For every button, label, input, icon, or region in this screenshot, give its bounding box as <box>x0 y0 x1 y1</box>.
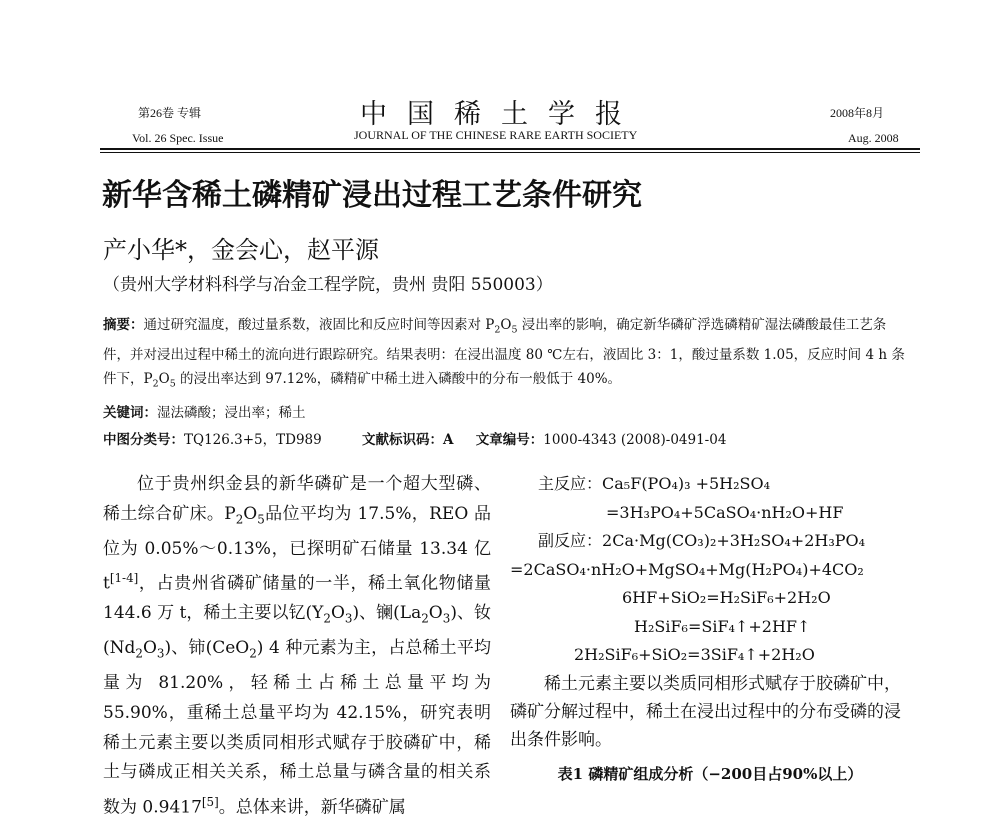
citation-ref: [1-4] <box>109 571 139 586</box>
side-reaction: 副反应：2Ca·Mg(CO₃)₂+3H₂SO₄+2H₃PO₄ <box>538 531 866 550</box>
doc-code-label: 文献标识码： <box>362 432 444 448</box>
article-title: 新华含稀土磷精矿浸出过程工艺条件研究 <box>102 178 642 213</box>
header-rule-thick <box>100 148 920 150</box>
main-reaction: 主反应：Ca₅F(PO₄)₃ +5H₂SO₄ <box>538 474 771 493</box>
table-caption: 表1 磷精矿组成分析（−200目占90%以上） <box>557 764 863 783</box>
keywords <box>103 401 306 421</box>
abstract <box>103 313 908 396</box>
header-date-cn: 2008年8月 <box>830 106 885 120</box>
header-volume-cn: 第26卷 专辑 <box>138 106 202 120</box>
abstract-text-1: 通过研究温度，酸过量系数，液固比和反应时间等因素对 <box>143 317 486 333</box>
doc-code-value: A <box>443 432 454 448</box>
side-reaction-products: =2CaSO₄·nH₂O+MgSO₄+Mg(H₂PO₄)+4CO₂ <box>510 559 864 579</box>
journal-title-en: JOURNAL OF THE CHINESE RARE EARTH SOCIETY <box>354 128 638 142</box>
side-reaction-sif4: 2H₂SiF₆+SiO₂=3SiF₄↑+2H₂O <box>574 645 815 664</box>
header-rule-thin <box>100 152 920 153</box>
article-affiliation: （贵州大学材料科学与冶金工程学院，贵州 贵阳 550003） <box>103 275 553 295</box>
classification-line <box>103 428 762 448</box>
main-reaction-products: =3H₃PO₄+5CaSO₄·nH₂O+HF <box>606 502 844 522</box>
side-reaction-hf: 6HF+SiO₂=H₂SiF₆+2H₂O <box>622 588 831 607</box>
clc-value: TQ126.3+5，TD989 <box>184 432 322 448</box>
intro-paragraph: 位于贵州织金县的新华磷矿是一个超大型磷、稀土综合矿床。$P_2O_5$品位平均为 17.5%，REO 品位为 0.05%～0.13%，已探明矿石储量 13.34 亿 t[1-4]，占贵州省磷矿储量的一半，稀土氧化物储量 144.6 万 t，稀土主要以钇$(Y_2O_3)$、镧$(La_2O_3)$、钕$(Nd_2O_3)$、铈(CeO$_2$) 4 种元素为主，占总稀土平均量为 81.20%，轻稀土占稀土总量平均为 55.90%，重稀土总量平均为 42.15%，研究表明稀土元素主要以类质同相形式赋存于胶磷矿中，稀土与磷成正相关关系，稀土总量与磷含量的相关系数为 0.9417[5]。总体来讲，新华磷矿属 <box>103 474 491 818</box>
side-reaction-h2sif6: H₂SiF₆=SiF₄↑+2HF↑ <box>634 616 811 636</box>
abstract-label: 摘要： <box>103 317 144 333</box>
header-volume-en: Vol. 26 Spec. Issue <box>132 131 224 145</box>
article-authors: 产小华*，金会心，赵平源 <box>103 236 379 264</box>
article-no-label: 文章编号： <box>475 432 544 448</box>
abstract-text-2: 浸出率的影响，确定新华磷矿浮选磷精矿湿法磷酸最佳工艺条件，并对浸出过程中稀土的流向进行跟踪研究。结果表明：在浸出温度 80 ℃左右，液固比 3：1，酸过量系数 1.05，反应时间 4 h 条件下， <box>103 317 905 387</box>
body-right-column <box>510 470 910 788</box>
p2o5-formula: $P_2O_5$ <box>485 317 518 336</box>
header-date-en: Aug. 2008 <box>848 131 899 145</box>
keywords-label: 关键词： <box>103 405 157 421</box>
clc-label: 中图分类号： <box>103 432 184 448</box>
citation-ref: [5] <box>201 794 219 809</box>
keywords-text: 湿法磷酸；浸出率；稀土 <box>157 405 306 421</box>
journal-title-cn: 中国稀土学报 <box>360 99 642 130</box>
abstract-text-3: 的浸出率达到 97.12%，磷精矿中稀土进入磷酸中的分布一般低于 40%。 <box>175 370 622 387</box>
p2o5-formula: $P_2O_5$ <box>143 370 176 390</box>
p2o5-formula: $P_2O_5$ <box>224 503 265 526</box>
right-paragraph: 稀土元素主要以类质同相形式赋存于胶磷矿中，磷矿分解过程中，稀土在浸出过程中的分布受磷的浸出条件影响。 <box>510 673 901 750</box>
body-left-column <box>103 470 491 823</box>
article-no-value: 1000-4343 (2008)-0491-04 <box>543 432 727 448</box>
